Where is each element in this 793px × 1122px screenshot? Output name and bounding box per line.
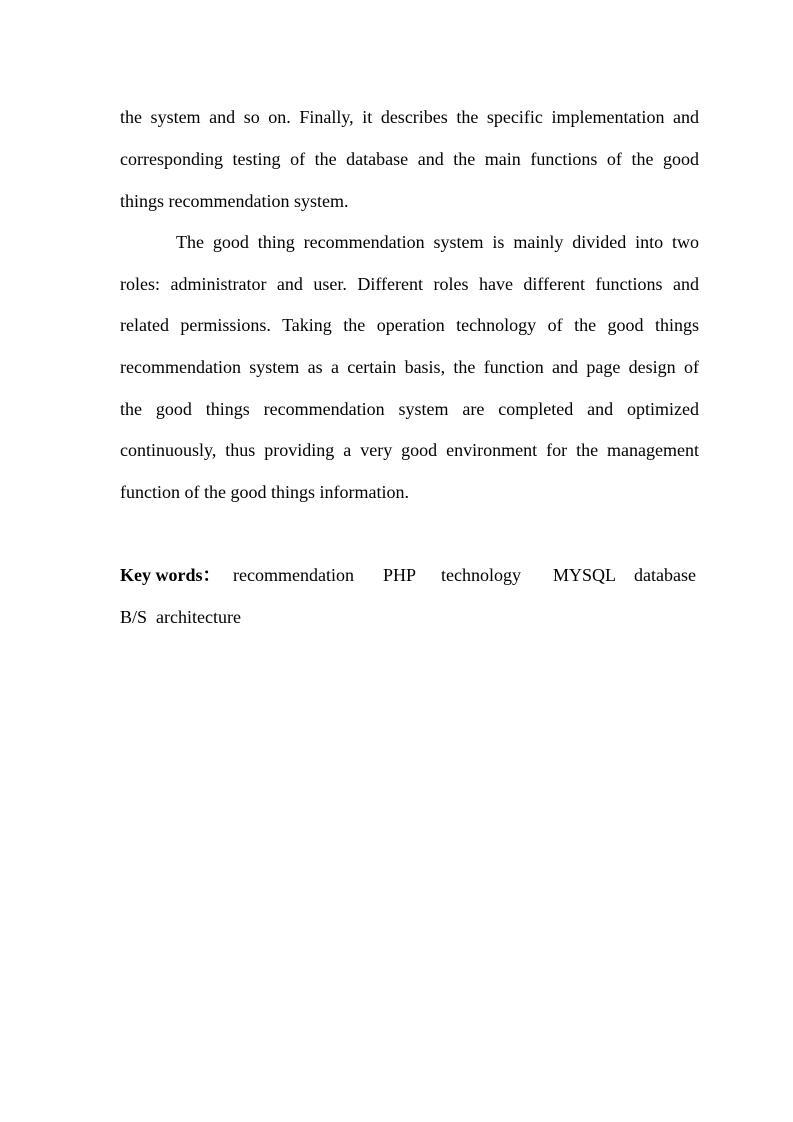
text-line: continuously, thus providing a very good environment for the management bbox=[120, 440, 699, 460]
keywords-row-2 bbox=[120, 606, 699, 628]
keyword: recommendation bbox=[233, 565, 354, 585]
keyword: architecture bbox=[156, 607, 241, 627]
keyword: database bbox=[634, 565, 696, 585]
keywords-label: Key words： bbox=[120, 565, 221, 585]
text-line: corresponding testing of the database and the main functions of the good bbox=[120, 149, 699, 169]
keyword: B/S bbox=[120, 607, 148, 627]
text-line: the system and so on. Finally, it describes the specific implementation and bbox=[120, 107, 699, 127]
text-line: roles: administrator and user. Different roles have different functions and bbox=[120, 274, 699, 294]
keywords-row-1 bbox=[120, 564, 699, 586]
text-line: The good thing recommendation system is mainly divided into two bbox=[176, 232, 699, 252]
keyword: technology bbox=[441, 565, 521, 585]
keyword: MYSQL bbox=[553, 565, 617, 585]
text-line: function of the good things information. bbox=[120, 482, 409, 502]
keyword: PHP bbox=[383, 565, 417, 585]
text-line: the good things recommendation system are completed and optimized bbox=[120, 399, 699, 419]
text-line: recommendation system as a certain basis, the function and page design of bbox=[120, 357, 699, 377]
text-line: things recommendation system. bbox=[120, 191, 349, 211]
text-line: related permissions. Taking the operation technology of the good things bbox=[120, 315, 699, 335]
